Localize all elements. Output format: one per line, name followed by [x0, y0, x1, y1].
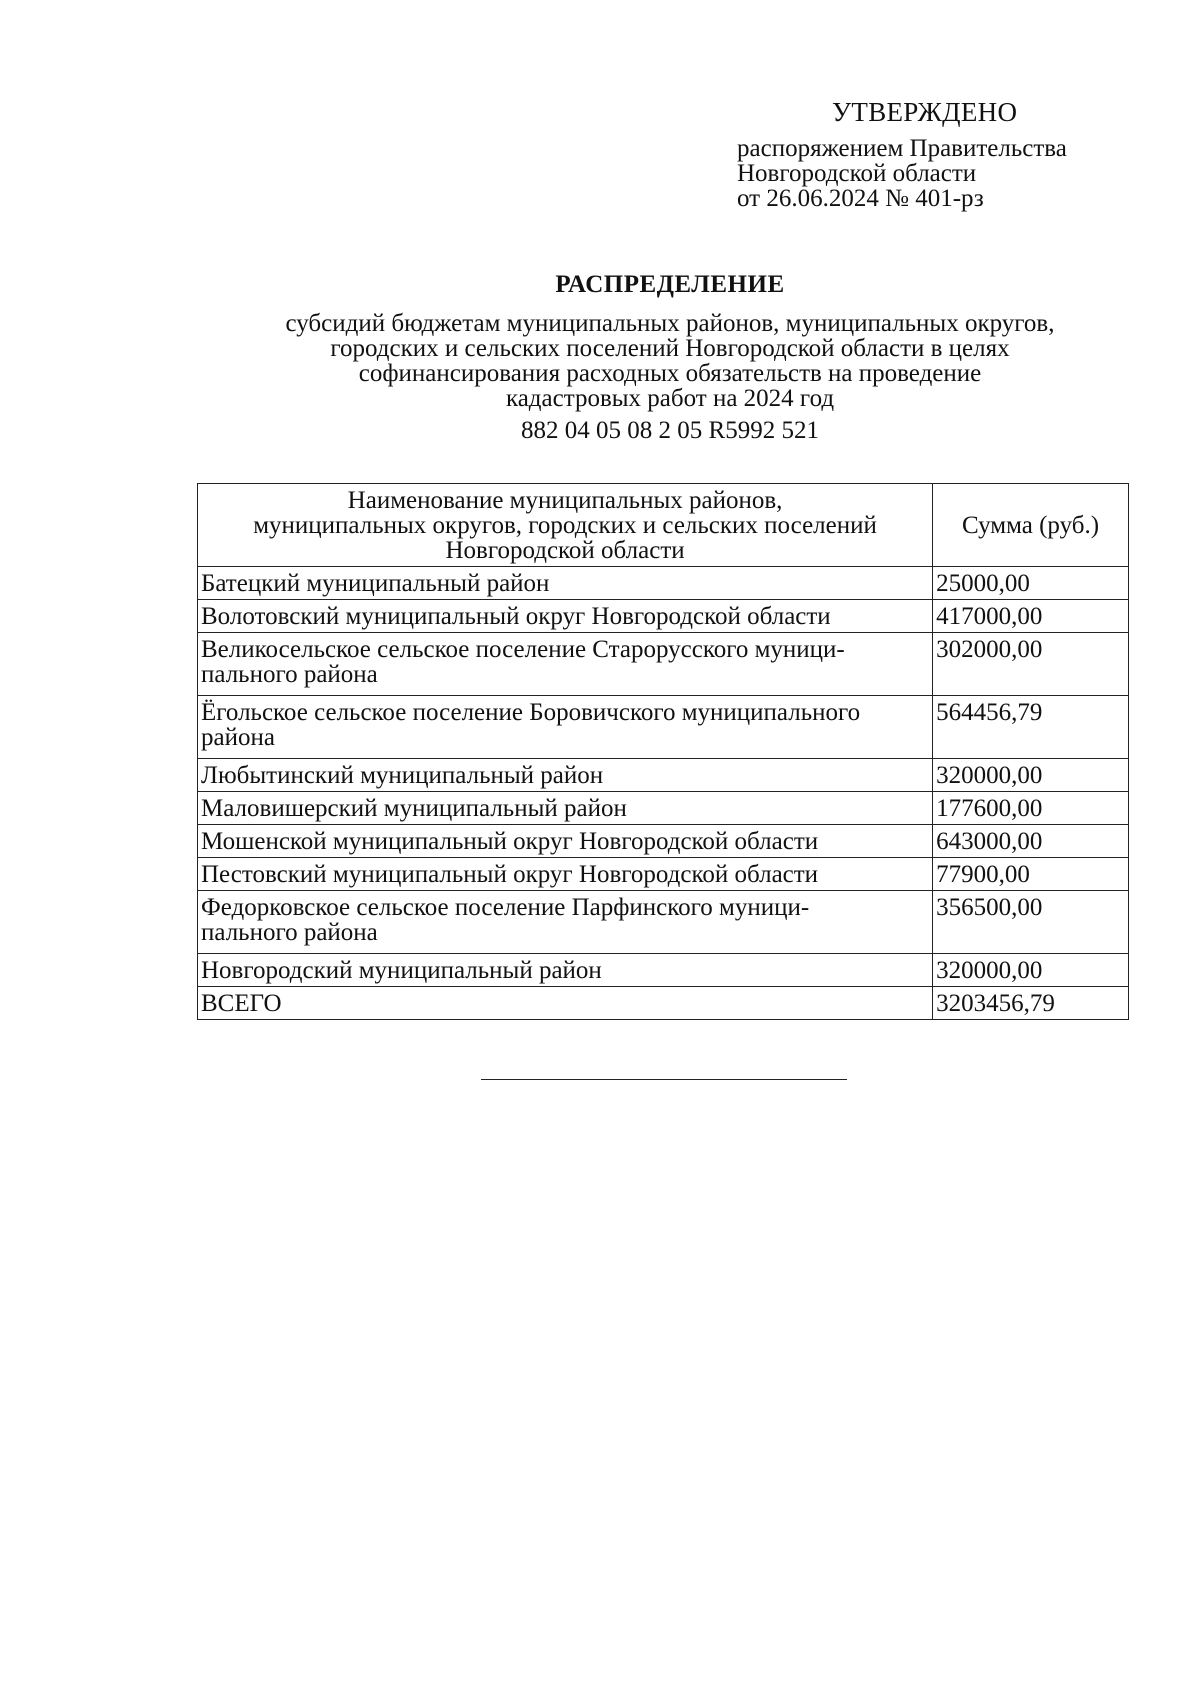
- row-sum-cell: 417000,00: [933, 600, 1129, 633]
- approval-title: УТВЕРЖДЕНО: [832, 97, 1018, 127]
- table-row: [198, 825, 1129, 858]
- row-name-line: Волотовский муниципальный округ Новгородской области: [201, 603, 831, 630]
- row-name-line: Мошенской муниципальный округ Новгородской области: [201, 828, 819, 855]
- table-row: [198, 759, 1129, 792]
- row-name-line: Маловишерский муниципальный район: [201, 795, 627, 822]
- table-row: [198, 858, 1129, 891]
- approval-line-2: Новгородской области: [737, 160, 977, 187]
- row-sum-cell: 177600,00: [933, 792, 1129, 825]
- row-sum-cell: 320000,00: [933, 759, 1129, 792]
- row-name-line: Ёгольское сельское поселение Боровичского муниципального: [201, 699, 861, 726]
- table-row: [198, 696, 1129, 759]
- row-sum-cell: 643000,00: [933, 825, 1129, 858]
- total-label-cell: ВСЕГО: [198, 987, 933, 1020]
- subtitle-line: кадастровых работ на 2024 год: [505, 385, 835, 412]
- row-name-cell: [198, 891, 933, 954]
- document-subtitle: [220, 311, 1120, 411]
- table-total-row: [198, 987, 1129, 1020]
- row-name-cell: [198, 825, 933, 858]
- row-name-line: Федорковское сельское поселение Парфинского муници-: [201, 894, 810, 921]
- subtitle-line: софинансирования расходных обязательств на проведение: [358, 360, 982, 387]
- row-name-cell: [198, 633, 933, 696]
- row-name-cell: [198, 696, 933, 759]
- end-divider: [481, 1079, 847, 1080]
- row-name-cell: [198, 759, 933, 792]
- row-sum-cell: 25000,00: [933, 567, 1129, 600]
- header-sum-cell: Сумма (руб.): [933, 484, 1129, 567]
- table-row: [198, 600, 1129, 633]
- row-sum-cell: 356500,00: [933, 891, 1129, 954]
- subtitle-line: субсидий бюджетам муниципальных районов, муниципальных округов,: [285, 310, 1055, 337]
- row-name-cell: [198, 600, 933, 633]
- table-row: [198, 633, 1129, 696]
- header-name-line: Новгородской области: [445, 536, 685, 564]
- row-name-cell: [198, 954, 933, 987]
- table-header-row: [198, 484, 1129, 567]
- approval-line-3: от 26.06.2024 № 401-рз: [737, 185, 984, 212]
- row-name-line: Батецкий муниципальный район: [201, 570, 550, 597]
- row-name-cell: [198, 858, 933, 891]
- row-name-line: Любытинский муниципальный район: [201, 762, 604, 789]
- row-name-cell: [198, 792, 933, 825]
- row-name-line: района: [201, 724, 275, 751]
- row-sum-cell: 564456,79: [933, 696, 1129, 759]
- row-name-line: Великосельское сельское поселение Старорусского муници-: [201, 636, 845, 663]
- row-name-line: Пестовский муниципальный округ Новгородской области: [201, 861, 819, 888]
- row-sum-cell: 77900,00: [933, 858, 1129, 891]
- row-sum-cell: 302000,00: [933, 633, 1129, 696]
- row-sum-cell: 320000,00: [933, 954, 1129, 987]
- document-title: РАСПРЕДЕЛЕНИЕ: [555, 271, 785, 298]
- table-row: [198, 954, 1129, 987]
- approval-block: [737, 96, 1137, 211]
- approval-line-1: распоряжением Правительства: [737, 135, 1067, 162]
- table-row: [198, 792, 1129, 825]
- row-name-cell: [198, 567, 933, 600]
- header-name-cell: [198, 484, 933, 567]
- table-row: [198, 567, 1129, 600]
- budget-classification-code: 882 04 05 08 2 05 R5992 521: [521, 417, 819, 444]
- row-name-line: пального района: [201, 919, 378, 946]
- distribution-table: [197, 483, 1129, 1020]
- total-sum-cell: 3203456,79: [933, 987, 1129, 1020]
- subtitle-line: городских и сельских поселений Новгородской области в целях: [330, 335, 1010, 362]
- row-name-line: пального района: [201, 661, 378, 688]
- table-row: [198, 891, 1129, 954]
- header-name-line: муниципальных округов, городских и сельских поселений: [253, 511, 877, 539]
- header-name-line: Наименование муниципальных районов,: [347, 486, 783, 514]
- row-name-line: Новгородский муниципальный район: [201, 957, 602, 984]
